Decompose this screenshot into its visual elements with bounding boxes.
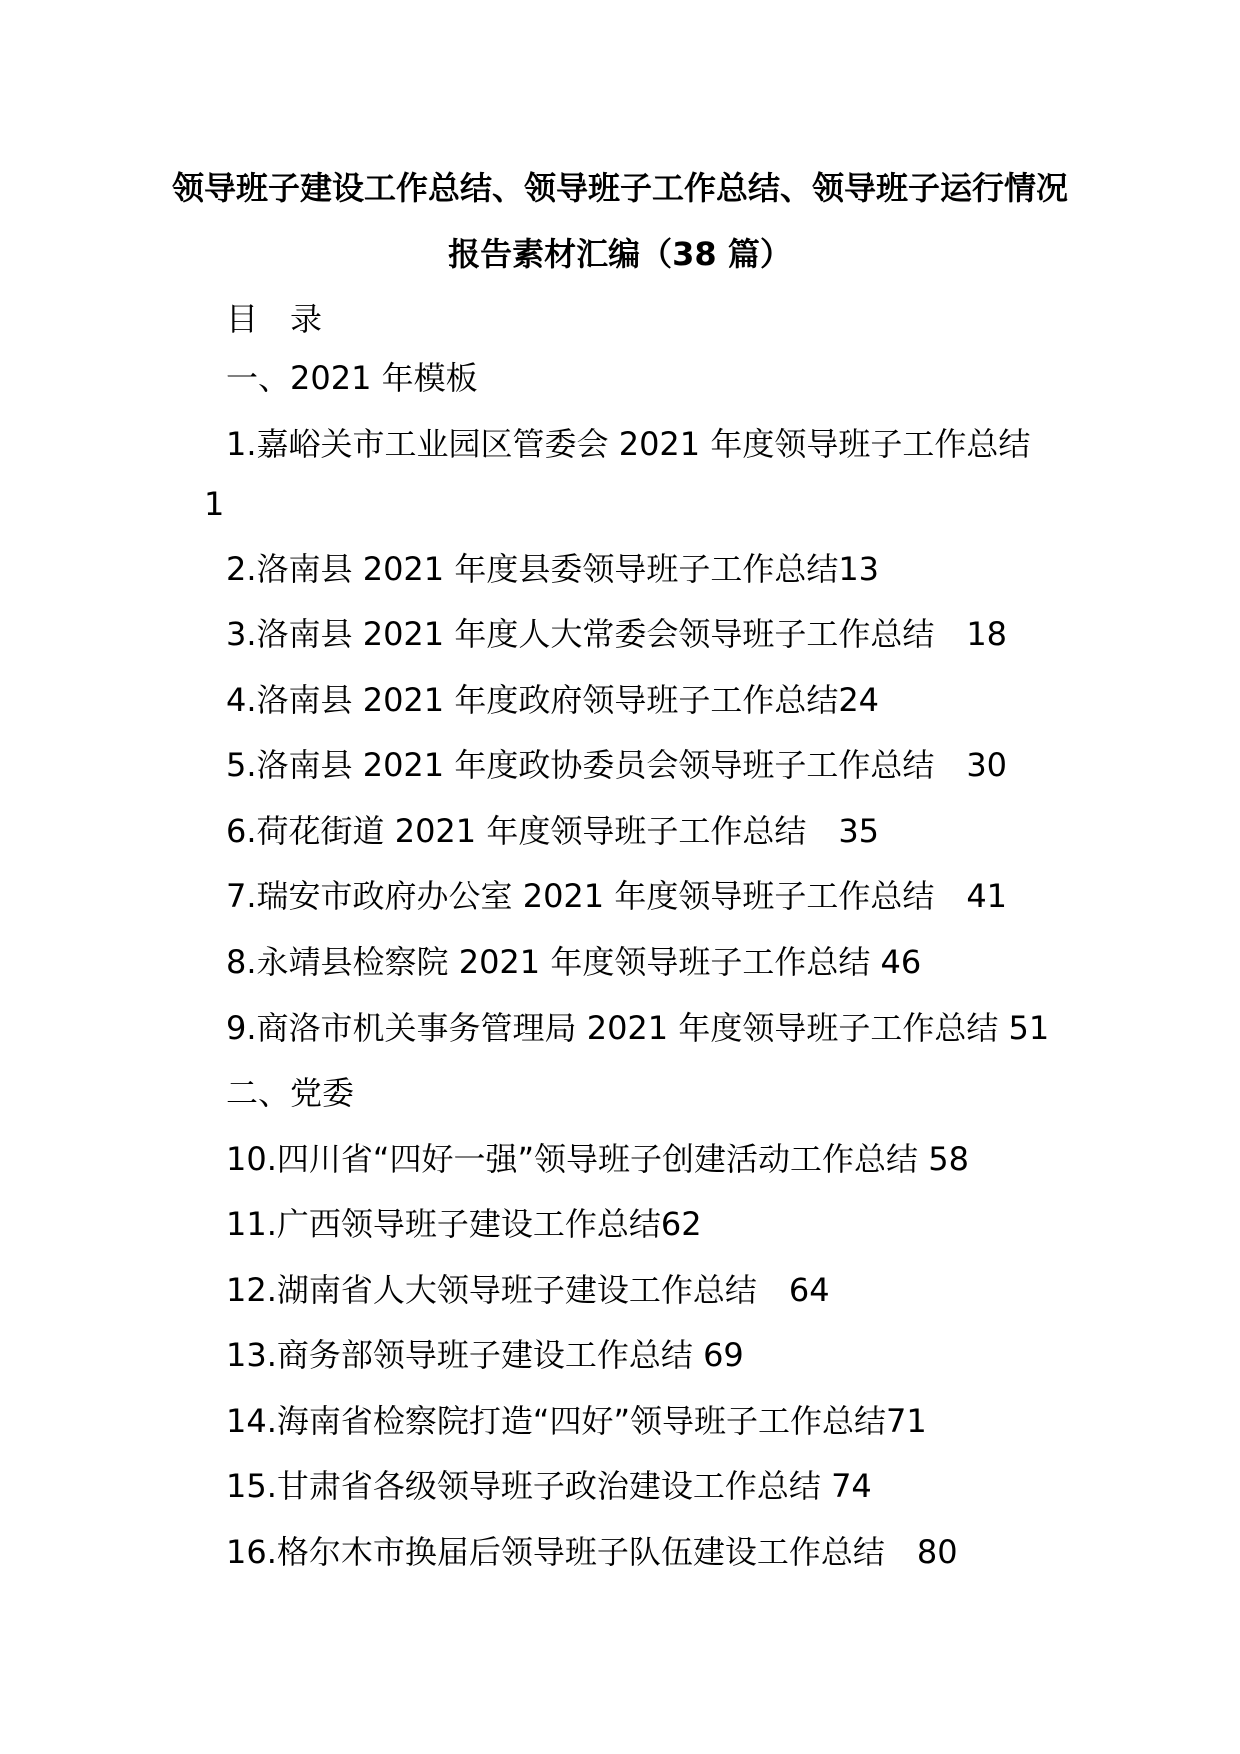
toc-item-3: 3.洛南县 2021 年度人大常委会领导班子工作总结 18 [226,615,1008,653]
toc-section-1: 一、2021 年模板 [226,359,478,397]
toc-item-4: 4.洛南县 2021 年度政府领导班子工作总结24 [226,681,880,719]
toc-section-2: 二、党委 [226,1074,355,1112]
toc-item-15: 15.甘肃省各级领导班子政治建设工作总结 74 [226,1467,872,1505]
toc-item-7: 7.瑞安市政府办公室 2021 年度领导班子工作总结 41 [226,877,1008,915]
toc-item-1-page: 1 [204,485,225,523]
toc-item-10: 10.四川省“四好一强”领导班子创建活动工作总结 58 [226,1140,969,1178]
document-title-line-2: 报告素材汇编（38 篇） [448,235,792,273]
toc-item-9: 9.商洛市机关事务管理局 2021 年度领导班子工作总结 51 [226,1009,1050,1047]
toc-item-11: 11.广西领导班子建设工作总结62 [226,1205,702,1243]
toc-heading: 目 录 [226,300,323,338]
toc-item-16: 16.格尔木市换届后领导班子队伍建设工作总结 80 [226,1533,958,1571]
toc-item-14: 14.海南省检察院打造“四好”领导班子工作总结71 [226,1402,927,1440]
toc-item-13: 13.商务部领导班子建设工作总结 69 [226,1336,744,1374]
toc-item-1: 1.嘉峪关市工业园区管委会 2021 年度领导班子工作总结 [226,425,1031,463]
toc-item-6: 6.荷花街道 2021 年度领导班子工作总结 35 [226,812,880,850]
document-title-line-1: 领导班子建设工作总结、领导班子工作总结、领导班子运行情况 [171,169,1068,207]
toc-item-2: 2.洛南县 2021 年度县委领导班子工作总结13 [226,550,880,588]
toc-item-12: 12.湖南省人大领导班子建设工作总结 64 [226,1271,830,1309]
toc-item-5: 5.洛南县 2021 年度政协委员会领导班子工作总结 30 [226,746,1008,784]
toc-item-8: 8.永靖县检察院 2021 年度领导班子工作总结 46 [226,943,922,981]
